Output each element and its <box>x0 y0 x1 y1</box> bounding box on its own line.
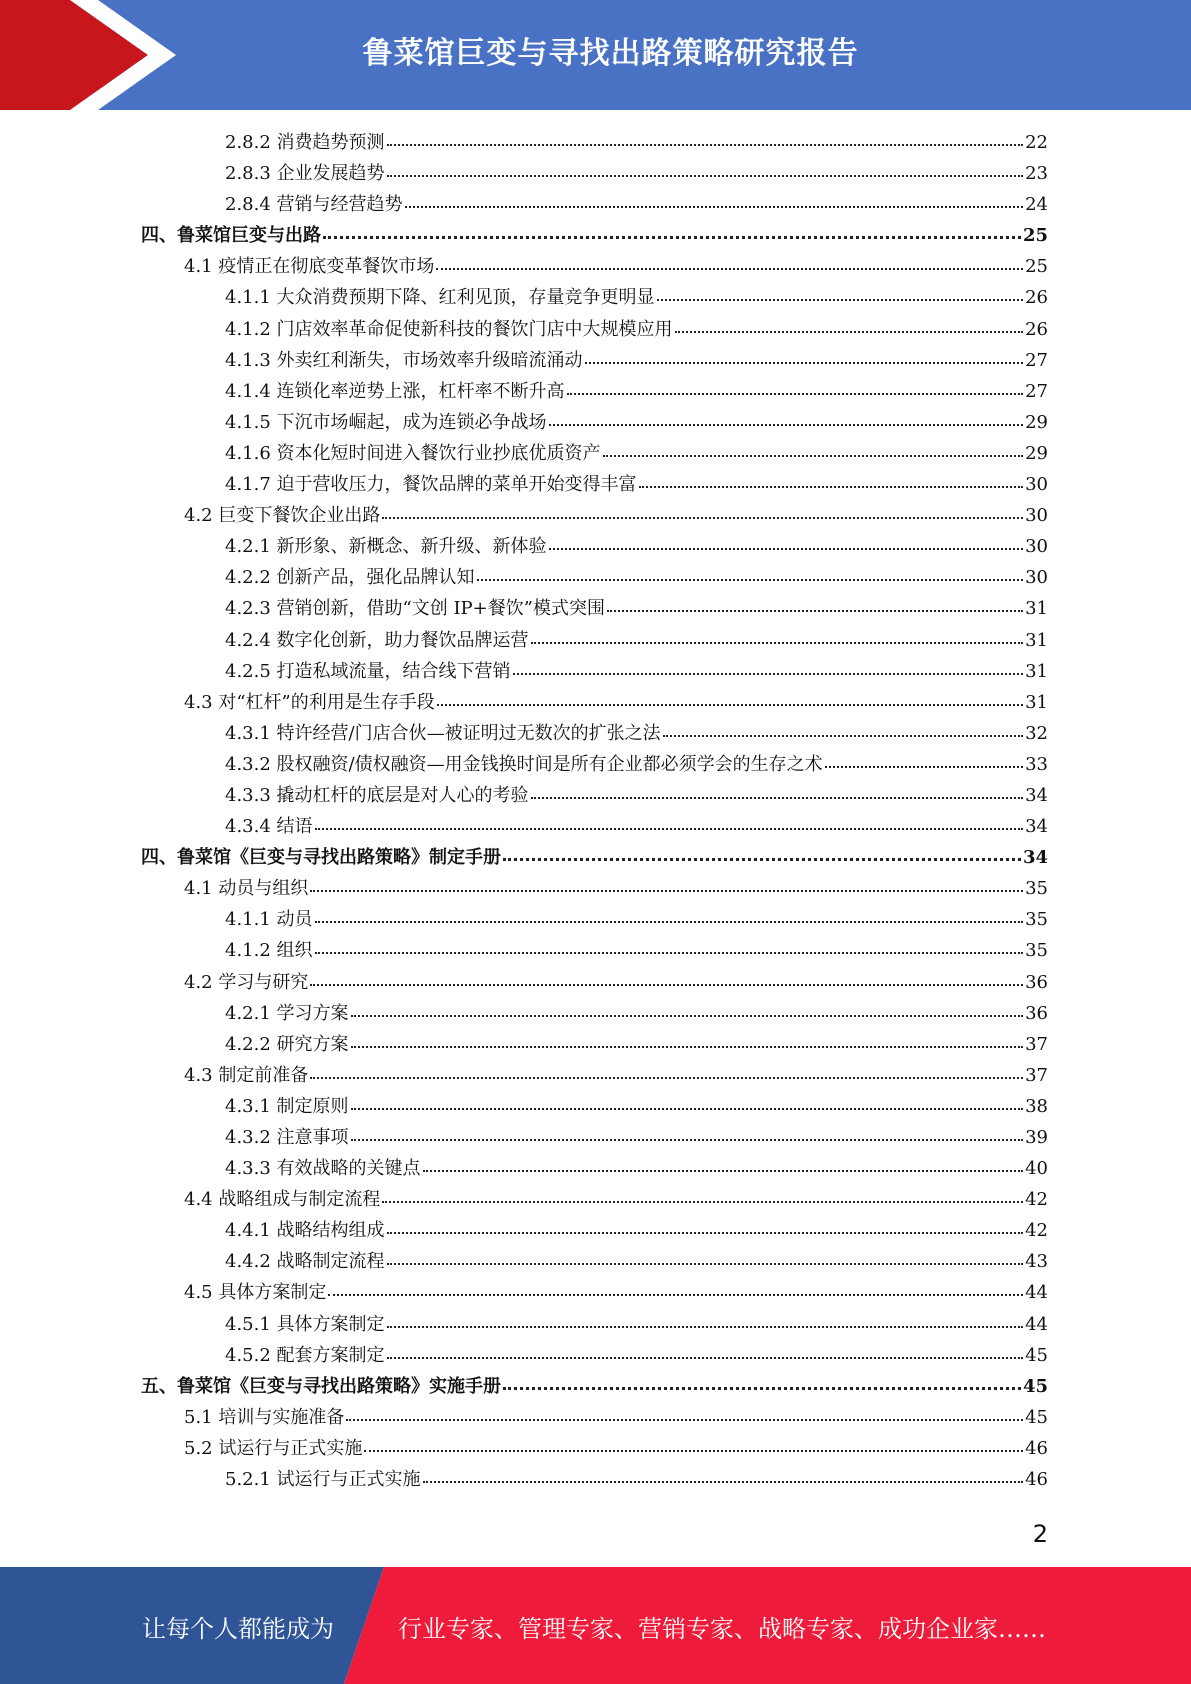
toc-dot-leader <box>437 704 1023 706</box>
toc-entry-title: 4.2.5 打造私域流量，结合线下营销 <box>225 660 511 682</box>
toc-entry-title: 4.5.2 配套方案制定 <box>225 1344 385 1366</box>
toc-dot-leader <box>351 1015 1024 1017</box>
toc-entry[interactable] <box>141 999 1048 1030</box>
toc-entry-title: 4.4.2 战略制定流程 <box>225 1251 385 1273</box>
toc-dot-leader <box>328 1294 1023 1296</box>
toc-entry[interactable] <box>141 1403 1048 1434</box>
toc-dot-leader <box>585 362 1024 364</box>
toc-dot-leader <box>387 144 1024 146</box>
toc-entry[interactable] <box>141 1247 1048 1278</box>
toc-entry-page: 31 <box>1025 629 1048 651</box>
toc-entry[interactable] <box>141 346 1048 377</box>
toc-entry-page: 25 <box>1025 256 1048 278</box>
toc-entry-page: 46 <box>1025 1437 1048 1459</box>
toc-entry-title: 4.1.2 门店效率革命促使新科技的餐饮门店中大规模应用 <box>225 318 673 340</box>
toc-entry[interactable] <box>141 812 1048 843</box>
toc-dot-leader <box>531 797 1024 799</box>
toc-dot-leader <box>387 175 1024 177</box>
toc-dot-leader <box>315 828 1024 830</box>
toc-entry[interactable] <box>141 936 1048 967</box>
toc-entry[interactable] <box>141 128 1048 159</box>
toc-entry-page: 32 <box>1025 722 1048 744</box>
toc-entry-page: 23 <box>1025 163 1048 185</box>
toc-entry-title: 5.2.1 试运行与正式实施 <box>225 1469 421 1491</box>
toc-entry[interactable] <box>141 408 1048 439</box>
toc-entry-page: 27 <box>1025 349 1048 371</box>
toc-dot-leader <box>423 1481 1024 1483</box>
toc-entry-title: 4.1.6 资本化短时间进入餐饮行业抄底优质资产 <box>225 442 601 464</box>
toc-entry-title: 4.2 巨变下餐饮企业出路 <box>184 505 381 527</box>
toc-dot-leader <box>639 486 1024 488</box>
toc-entry[interactable] <box>141 750 1048 781</box>
toc-entry[interactable] <box>141 781 1048 812</box>
toc-dot-leader <box>436 268 1023 270</box>
toc-entry-title: 4.3.2 股权融资/债权融资—用金钱换时间是所有企业都必须学会的生存之术 <box>225 753 823 775</box>
toc-dot-leader <box>387 1326 1024 1328</box>
toc-entry-title: 4.1.4 连锁化率逆势上涨，杠杆率不断升高 <box>225 380 565 402</box>
toc-entry-title: 4.3.2 注意事项 <box>225 1127 349 1148</box>
toc-entry[interactable] <box>141 377 1048 408</box>
toc-entry-title: 4.3 制定前准备 <box>184 1064 309 1086</box>
toc-entry-page: 31 <box>1025 598 1048 620</box>
footer-slogan-left: 让每个人都能成为 <box>142 1615 334 1643</box>
toc-entry[interactable] <box>141 905 1048 936</box>
toc-entry-page: 24 <box>1025 194 1048 216</box>
toc-entry-title: 5.1 培训与实施准备 <box>184 1406 345 1428</box>
toc-dot-leader <box>346 1419 1023 1421</box>
toc-entry-title: 4.1.7 迫于营收压力，餐饮品牌的菜单开始变得丰富 <box>225 474 637 496</box>
toc-entry[interactable] <box>141 843 1048 874</box>
toc-entry[interactable] <box>141 190 1048 221</box>
toc-entry-page: 45 <box>1025 1344 1048 1366</box>
toc-dot-leader <box>351 1108 1024 1110</box>
toc-entry-title: 4.4.1 战略结构组成 <box>225 1220 385 1242</box>
toc-dot-leader <box>387 1232 1024 1234</box>
document-title: 鲁菜馆巨变与寻找出路策略研究报告 <box>362 36 859 71</box>
toc-dot-leader <box>549 548 1024 550</box>
toc-dot-leader <box>315 952 1024 954</box>
toc-entry[interactable] <box>141 594 1048 625</box>
toc-entry[interactable] <box>141 626 1048 657</box>
toc-entry-title: 4.2 学习与研究 <box>184 971 309 993</box>
toc-entry-page: 30 <box>1025 505 1048 527</box>
toc-entry-title: 4.4 战略组成与制定流程 <box>184 1189 381 1211</box>
toc-entry[interactable] <box>141 1030 1048 1061</box>
toc-entry-page: 26 <box>1025 318 1048 340</box>
toc-entry-title: 4.2.2 创新产品，强化品牌认知 <box>225 567 475 589</box>
toc-entry-page: 35 <box>1025 878 1048 900</box>
toc-dot-leader <box>315 921 1024 923</box>
toc-entry-title: 4.3 对“杠杆”的利用是生存手段 <box>184 691 435 713</box>
toc-entry-page: 44 <box>1025 1282 1048 1304</box>
toc-dot-leader <box>310 1077 1023 1079</box>
toc-entry-page: 35 <box>1025 909 1048 931</box>
toc-entry-page: 31 <box>1025 660 1048 682</box>
toc-entry-title: 4.3.1 制定原则 <box>225 1095 349 1117</box>
toc-entry[interactable] <box>141 1216 1048 1247</box>
toc-entry-title: 4.5 具体方案制定 <box>184 1282 327 1304</box>
toc-dot-leader <box>387 1357 1024 1359</box>
toc-entry-title: 4.2.3 营销创新，借助“文创 IP+餐饮”模式突围 <box>225 598 605 620</box>
toc-entry-title: 4.1 疫情正在彻底变革餐饮市场 <box>184 256 435 278</box>
toc-entry-page: 46 <box>1025 1469 1048 1491</box>
toc-entry-page: 42 <box>1025 1220 1048 1242</box>
toc-entry-page: 33 <box>1025 753 1048 775</box>
toc-entry[interactable] <box>141 315 1048 346</box>
toc-entry-page: 37 <box>1025 1064 1048 1086</box>
toc-entry[interactable] <box>141 874 1048 905</box>
toc-dot-leader <box>423 1170 1024 1172</box>
toc-entry[interactable] <box>141 1154 1048 1185</box>
toc-entry-page: 36 <box>1025 1002 1048 1024</box>
toc-entry-page: 42 <box>1025 1189 1048 1211</box>
toc-entry[interactable] <box>141 283 1048 314</box>
toc-dot-leader <box>531 642 1024 644</box>
toc-entry-title: 4.3.3 有效战略的关键点 <box>225 1158 421 1180</box>
toc-entry-title: 五、鲁菜馆《巨变与寻找出路策略》实施手册 <box>141 1375 501 1397</box>
toc-entry-page: 27 <box>1025 380 1048 402</box>
toc-entry-title: 4.1.1 大众消费预期下降、红利见顶，存量竞争更明显 <box>225 287 655 309</box>
toc-dot-leader <box>310 890 1023 892</box>
toc-entry-page: 34 <box>1022 847 1048 869</box>
toc-entry-page: 43 <box>1025 1251 1048 1273</box>
toc-entry-page: 25 <box>1022 225 1048 247</box>
toc-entry-title: 4.1.1 动员 <box>225 909 313 931</box>
toc-entry[interactable] <box>141 501 1048 532</box>
toc-dot-leader <box>405 206 1024 208</box>
toc-entry[interactable] <box>141 470 1048 501</box>
toc-entry-title: 4.2.1 新形象、新概念、新升级、新体验 <box>225 536 547 558</box>
toc-dot-leader <box>387 1263 1024 1265</box>
toc-entry-title: 4.1.2 组织 <box>225 940 313 962</box>
toc-dot-leader <box>607 610 1023 612</box>
toc-entry-title: 2.8.4 营销与经营趋势 <box>225 194 403 216</box>
toc-entry-title: 4.3.1 特许经营/门店合伙—被证明过无数次的扩张之法 <box>225 722 661 744</box>
toc-dot-leader <box>351 1139 1024 1141</box>
toc-dot-leader <box>603 455 1024 457</box>
toc-entry[interactable] <box>141 968 1048 999</box>
toc-entry-page: 36 <box>1025 971 1048 993</box>
page-header <box>0 0 1191 110</box>
toc-entry-title: 4.2.1 学习方案 <box>225 1002 349 1024</box>
toc-entry-title: 4.1.5 下沉市场崛起，成为连锁必争战场 <box>225 411 547 433</box>
toc-entry-page: 45 <box>1022 1375 1048 1397</box>
toc-entry-page: 30 <box>1025 474 1048 496</box>
toc-entry[interactable] <box>141 1310 1048 1341</box>
toc-entry[interactable] <box>141 1123 1048 1154</box>
page-number: 2 <box>1032 1520 1048 1548</box>
toc-dot-leader <box>477 579 1024 581</box>
toc-dot-leader <box>663 735 1024 737</box>
toc-entry[interactable] <box>141 1372 1048 1403</box>
toc-entry[interactable] <box>141 221 1048 252</box>
toc-dot-leader <box>657 299 1024 301</box>
toc-entry[interactable] <box>141 1465 1048 1496</box>
toc-entry[interactable] <box>141 439 1048 470</box>
toc-entry-page: 30 <box>1025 567 1048 589</box>
toc-entry-title: 4.1.3 外卖红利渐失，市场效率升级暗流涌动 <box>225 349 583 371</box>
toc-entry-page: 26 <box>1025 287 1048 309</box>
toc-entry-page: 37 <box>1025 1033 1048 1055</box>
toc-entry[interactable] <box>141 563 1048 594</box>
toc-entry[interactable] <box>141 1341 1048 1372</box>
toc-entry-page: 35 <box>1025 940 1048 962</box>
toc-dot-leader <box>549 424 1024 426</box>
toc-entry-page: 29 <box>1025 442 1048 464</box>
toc-entry-title: 四、鲁菜馆《巨变与寻找出路策略》制定手册 <box>141 847 501 869</box>
toc-dot-leader <box>382 517 1023 519</box>
toc-dot-leader <box>825 766 1024 768</box>
toc-dot-leader <box>675 331 1024 333</box>
toc-entry-page: 22 <box>1025 132 1048 153</box>
toc-entry[interactable] <box>141 1434 1048 1465</box>
toc-entry-title: 5.2 试运行与正式实施 <box>184 1437 363 1459</box>
toc-entry-title: 2.8.3 企业发展趋势 <box>225 163 385 185</box>
toc-entry-title: 4.5.1 具体方案制定 <box>225 1313 385 1335</box>
toc-dot-leader <box>351 1046 1024 1048</box>
toc-entry-title: 四、鲁菜馆巨变与出路 <box>141 225 321 247</box>
toc-dot-leader <box>382 1201 1023 1203</box>
toc-entry-title: 4.2.4 数字化创新，助力餐饮品牌运营 <box>225 629 529 651</box>
toc-entry-page: 29 <box>1025 411 1048 433</box>
page-footer <box>0 1567 1191 1684</box>
toc-entry[interactable] <box>141 688 1048 719</box>
toc-entry[interactable] <box>141 719 1048 750</box>
footer-slogan-right: 行业专家、管理专家、营销专家、战略专家、成功企业家…… <box>398 1615 1046 1643</box>
toc-entry-page: 44 <box>1025 1313 1048 1335</box>
toc-entry-page: 34 <box>1025 816 1048 838</box>
toc-dot-leader <box>513 673 1024 675</box>
toc-entry-page: 30 <box>1025 536 1048 558</box>
toc-dot-leader <box>364 1450 1023 1452</box>
toc-entry[interactable] <box>141 159 1048 190</box>
toc-entry[interactable] <box>141 252 1048 283</box>
toc-entry-page: 38 <box>1025 1095 1048 1117</box>
toc-entry-page: 45 <box>1025 1406 1048 1428</box>
toc-entry-title: 4.3.3 撬动杠杆的底层是对人心的考验 <box>225 784 529 806</box>
table-of-contents <box>141 128 1048 1496</box>
toc-dot-leader <box>503 1387 1021 1390</box>
toc-dot-leader <box>503 858 1021 861</box>
toc-dot-leader <box>323 236 1021 239</box>
toc-entry-page: 39 <box>1025 1127 1048 1148</box>
toc-entry-title: 4.1 动员与组织 <box>184 878 309 900</box>
toc-entry[interactable] <box>141 1092 1048 1123</box>
toc-dot-leader <box>567 393 1024 395</box>
toc-entry-title: 2.8.2 消费趋势预测 <box>225 132 385 153</box>
toc-entry[interactable] <box>141 1061 1048 1092</box>
toc-entry[interactable] <box>141 532 1048 563</box>
toc-dot-leader <box>310 984 1023 986</box>
toc-entry-page: 31 <box>1025 691 1048 713</box>
toc-entry[interactable] <box>141 657 1048 688</box>
toc-entry-title: 4.3.4 结语 <box>225 816 313 838</box>
toc-entry[interactable] <box>141 1185 1048 1216</box>
toc-entry-page: 40 <box>1025 1158 1048 1180</box>
toc-entry-page: 34 <box>1025 784 1048 806</box>
toc-entry-title: 4.2.2 研究方案 <box>225 1033 349 1055</box>
toc-entry[interactable] <box>141 1278 1048 1309</box>
